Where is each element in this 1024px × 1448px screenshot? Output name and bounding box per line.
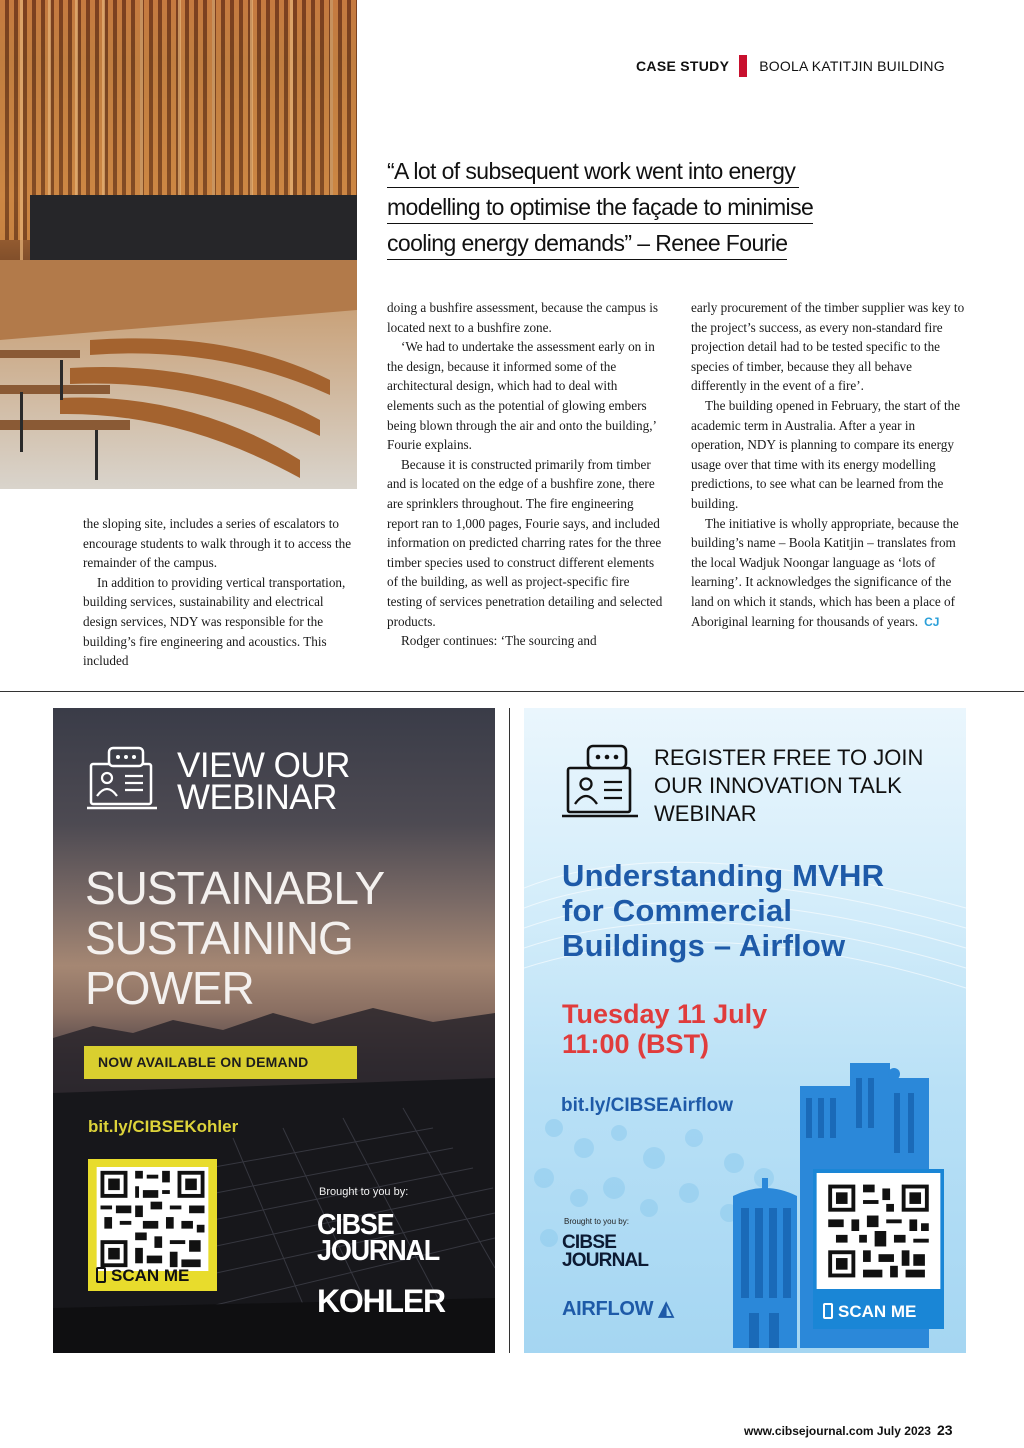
pull-quote-line-2: modelling to optimise the façade to minimise: [387, 194, 813, 224]
vertical-rule: [509, 708, 510, 1353]
scan-me-label: SCAN ME: [96, 1266, 189, 1286]
airflow-mark-icon: ◭: [658, 1298, 674, 1320]
paragraph: The building opened in February, the start of the academic term in Australia. After a year in operation, NDY is planning to compare its energy usage over that time with its energy modelling predictions, to see what can be learned from the building.: [691, 397, 961, 511]
cibse-journal-logo: CIBSE JOURNAL: [317, 1208, 440, 1267]
airflow-logo: AIRFLOW ◭: [562, 1298, 674, 1320]
pull-quote: [387, 154, 897, 262]
scan-me-label: SCAN ME: [823, 1302, 916, 1322]
register-title: REGISTER FREE TO JOIN OUR INNOVATION TALK WEBINAR: [654, 745, 924, 826]
view-webinar-title: VIEW OUR WEBINAR: [177, 746, 350, 817]
qr-code-icon: [96, 1167, 209, 1271]
brought-to-you-label: Brought to you by:: [319, 1186, 409, 1198]
paragraph: ‘We had to undertake the assessment early on in the design, because it informed some of the architectural design, which had to deal with elements such as the potential of glowing embers being blown through the air and onto the building,’ Fourie explains.: [387, 339, 656, 453]
footer-url-date: www.cibsejournal.com July 2023: [744, 1424, 931, 1438]
kohler-link[interactable]: bit.ly/CIBSEKohler: [88, 1117, 239, 1136]
phone-icon: [96, 1267, 106, 1283]
section-divider: [739, 55, 747, 77]
paragraph: The initiative is wholly appropriate, because the building’s name – Boola Katitjin – translates from the local Wadjuk Noongar language as ‘lots of learning’. It acknowledges the significance of the land on which it stands, which has been a place of Aboriginal learning for thousands of years.: [691, 515, 959, 629]
airflow-qr-panel[interactable]: [813, 1169, 944, 1329]
paragraph: the sloping site, includes a series of escalators to encourage students to walk through it to access the remainder of the campus.: [83, 516, 352, 571]
webinar-date: Tuesday 11 July 11:00 (BST): [562, 999, 768, 1059]
pull-quote-line-1: “A lot of subsequent work went into energy: [387, 158, 799, 188]
webinar-icon: [87, 746, 165, 816]
brought-to-you-label: Brought to you by:: [564, 1217, 629, 1226]
body-column-1: [83, 514, 359, 671]
paragraph: doing a bushfire assessment, because the campus is located next to a bushfire zone.: [387, 300, 659, 335]
on-demand-badge: NOW AVAILABLE ON DEMAND: [84, 1046, 357, 1079]
airflow-webinar-ad[interactable]: [524, 708, 966, 1353]
author-signoff: CJ: [924, 614, 940, 629]
paragraph: In addition to providing vertical transportation, building services, sustainability and electrical design services, NDY was responsible for the building’s fire engineering and acoustics. This included: [83, 574, 346, 669]
paragraph: early procurement of the timber supplier was key to the project’s success, as every non-standard fire projection detail had to be tested specific to the species of timber, because they all behave differently in the event of a fire’.: [691, 300, 965, 394]
webinar-icon: [562, 744, 646, 826]
body-column-2: [387, 298, 663, 651]
airflow-link[interactable]: bit.ly/CIBSEAirflow: [561, 1095, 734, 1116]
paragraph: Rodger continues: ‘The sourcing and: [401, 633, 597, 649]
cibse-journal-logo: CIBSE JOURNAL: [562, 1232, 649, 1271]
pull-quote-line-3: cooling energy demands” – Renee Fourie: [387, 230, 787, 260]
kohler-logo: KOHLER: [317, 1283, 445, 1319]
running-head: [636, 56, 945, 76]
qr-code-icon: [816, 1173, 941, 1289]
page-number: 23: [936, 1422, 953, 1438]
kohler-qr-panel[interactable]: [88, 1159, 217, 1291]
kohler-headline: SUSTAINABLY SUSTAINING POWER: [85, 862, 385, 1014]
body-column-3: [691, 298, 967, 632]
airflow-headline: Understanding MVHR for Commercial Buildings – Airflow: [562, 858, 885, 963]
paragraph: Because it is constructed primarily from timber and is located on the edge of a bushfire zone, there are sprinklers throughout. The fire engineering report ran to 1,000 pages, Fourie says, and included information on predicted charring rates for the three timber species used to construct different elements of the building, as well as project-specific fire testing of services penetration detailing and selected products.: [387, 456, 663, 629]
interior-photo: [0, 0, 357, 489]
page-footer: [744, 1422, 953, 1438]
article-label: BOOLA KATITJIN BUILDING: [759, 58, 945, 74]
kohler-webinar-ad[interactable]: [53, 708, 495, 1353]
phone-icon: [823, 1303, 833, 1319]
section-label: CASE STUDY: [636, 58, 730, 74]
horizontal-rule: [0, 691, 1024, 692]
